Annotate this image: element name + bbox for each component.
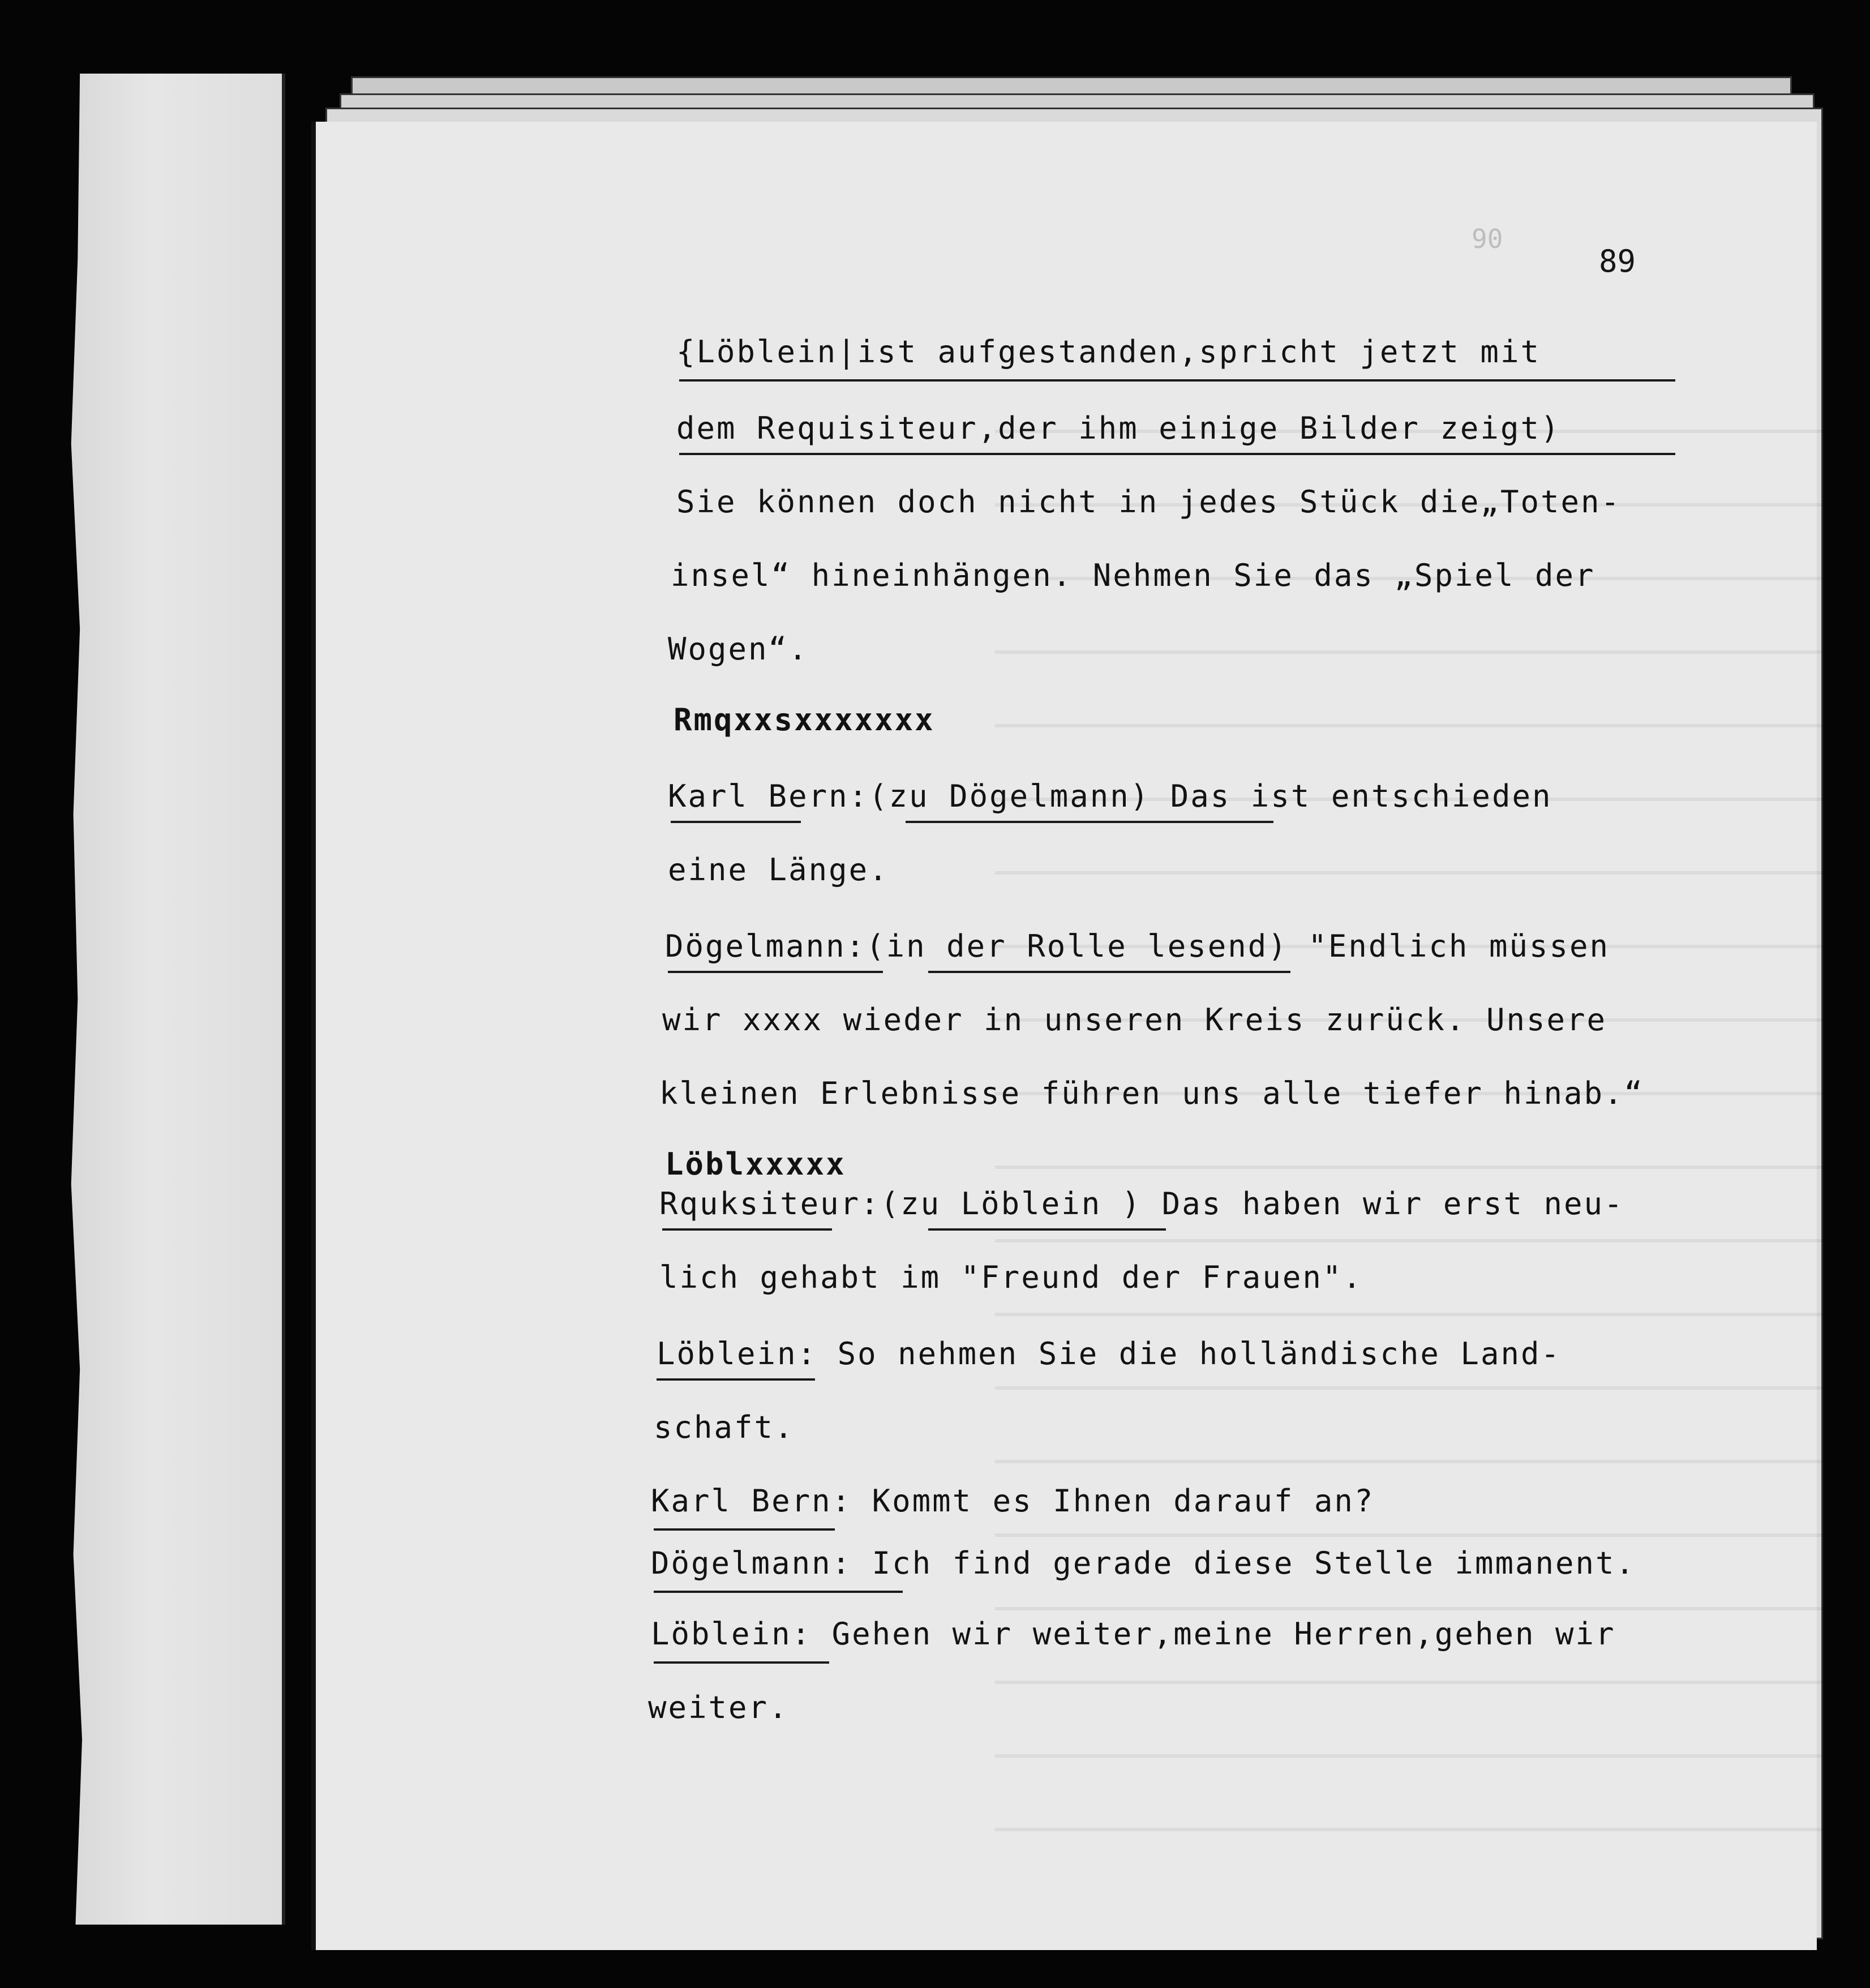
text-line-19: Löblein: Gehen wir weiter,meine Herren,gehen wir: [651, 1616, 1616, 1652]
stage-direction-underline: [679, 453, 1675, 455]
text-line-18: Dögelmann: Ich find gerade diese Stelle immanent.: [651, 1545, 1636, 1581]
text-line-4: insel“ hineinhängen. Nehmen Sie das „Spiel der: [671, 558, 1595, 593]
text-line-15: Löblein: So nehmen Sie die holländische Land-: [657, 1336, 1561, 1372]
text-line-20: weiter.: [648, 1690, 789, 1725]
page-number: 89: [1599, 243, 1636, 279]
stage-direction-underline: [928, 1228, 1166, 1231]
text-line-5: Wogen“.: [668, 631, 809, 667]
text-line-17: Karl Bern: Kommt es Ihnen darauf an?: [651, 1483, 1375, 1519]
text-line-9: Dögelmann:(in der Rolle lesend) "Endlich müssen: [665, 928, 1610, 964]
text-line-1: {Löblein|ist aufgestanden,spricht jetzt mit: [676, 334, 1541, 370]
text-line-7: Karl Bern:(zu Dögelmann) Das ist entschieden: [668, 778, 1552, 814]
bleed-through-page-number: 90: [1472, 224, 1503, 254]
text-line-11: kleinen Erlebnisse führen uns alle tiefer hinab.“: [659, 1076, 1645, 1111]
stage-direction-underline: [906, 821, 1273, 823]
text-line-3: Sie können doch nicht in jedes Stück die„Toten-: [676, 484, 1622, 520]
speaker-underline: [668, 971, 883, 973]
struck-out-text: Rmqxxsxxxxxxx: [674, 702, 935, 738]
stage-direction-underline: [679, 379, 1675, 382]
text-line-10: wir xxxx wieder in unseren Kreis zurück. Unsere: [662, 1002, 1607, 1038]
struck-out-text: Löblxxxxx: [665, 1146, 846, 1182]
text-line-13: Rquksiteur:(zu Löblein ) Das haben wir erst neu-: [659, 1186, 1624, 1222]
speaker-underline: [671, 821, 801, 823]
text-line-16: schaft.: [654, 1409, 795, 1445]
stage-direction-underline: [928, 971, 1290, 973]
speaker-underline: [654, 1661, 829, 1664]
text-line-2: dem Requisiteur,der ihm einige Bilder zeigt): [676, 410, 1561, 446]
speaker-underline: [657, 1378, 815, 1381]
speaker-underline: [654, 1528, 835, 1531]
text-line-8: eine Länge.: [668, 852, 889, 888]
speaker-underline: [662, 1228, 832, 1231]
binding-strip: [67, 74, 285, 1925]
text-line-14: lich gehabt im "Freund der Frauen".: [659, 1259, 1363, 1295]
speaker-underline: [654, 1591, 903, 1593]
